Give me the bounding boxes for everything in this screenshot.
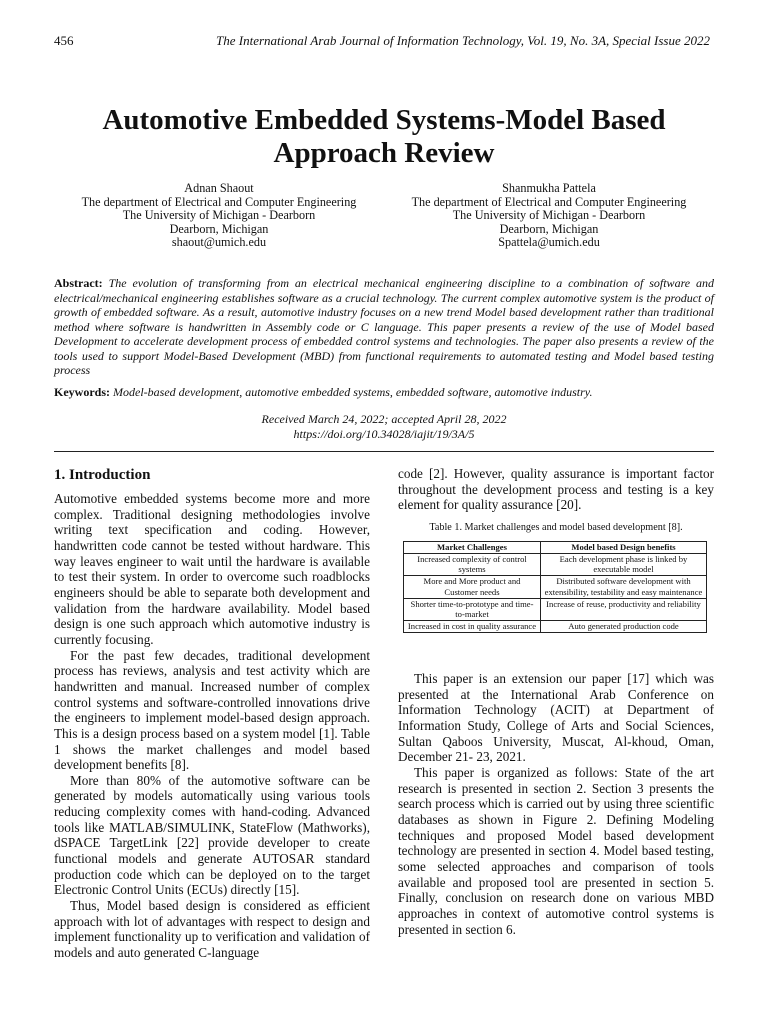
author-email: Spattela@umich.edu [498,235,600,250]
table-header-cell: Model based Design benefits [541,542,707,554]
received-info [0,412,768,441]
table-cell: Increased complexity of control systems [404,553,541,575]
table-cell: Increased in cost in quality assurance [404,620,541,632]
table-cell: Auto generated production code [541,620,707,632]
left-column [54,491,370,961]
keywords-label: Keywords: [54,385,110,399]
paragraph: For the past few decades, traditional development process has reviews, analysis and test activity which are handwritten and manual. Increased number of complex control systems and software-controlled innovations drive the engineers to implement model-based design approach. This is a design process based on a system model [1]. Table 1 shows the market challenges and model based development benefits [8]. [54,647,370,773]
table-row [404,598,707,620]
paragraph: Automotive embedded systems become more and more complex. Traditional designing methodologies involve writing text specification and coding. However, handwritten code cannot be tested without hardware. This way leaves engineer to wait until the hardware is available to test their system. In order to overcome such roadblocks engineers should be able to separate both development and validation from the hardware availability. Model based design is one such approach which automotive industry is currently focusing. [54,491,370,647]
section-heading-introduction: 1. Introduction [54,467,151,483]
table-header-row [404,542,707,554]
paragraph: This paper is an extension our paper [17] which was presented at the International Arab Conference on Information Technology (ACIT) at Department of Information Study, College of Arts and Social Sciences, Sultan Qaboos University, Muscat, Al-khoud, Oman, December 21- 23, 2021. [398,671,714,765]
paper-title [0,104,768,170]
table-row [404,620,707,632]
right-column [398,671,714,937]
right-column-continuation [398,466,714,513]
title-line-1: Automotive Embedded Systems-Model Based [102,104,666,136]
received-dates: Received March 24, 2022; accepted April 28, 2022 [261,412,507,426]
table-cell: Each development phase is linked by executable model [541,553,707,575]
paragraph: Thus, Model based design is considered as efficient approach with lot of advantages with respect to design and implement functionality up to verification and validation of models and auto generated C-language [54,898,370,961]
journal-header: The International Arab Journal of Information Technology, Vol. 19, No. 3A, Special Issue 2022 [216,33,710,48]
author-name: Adnan Shaout [184,181,254,195]
table-cell: More and More product and Customer needs [404,576,541,598]
table-header-cell: Market Challenges [404,542,541,554]
author-name: Shanmukha Pattela [502,181,596,195]
page-number: 456 [54,33,74,48]
table-cell: Shorter time-to-prototype and time-to-market [404,598,541,620]
author-university: The University of Michigan - Dearborn [452,208,646,223]
author-email: shaout@umich.edu [171,235,267,250]
author-department: The department of Electrical and Computer Engineering [81,194,357,209]
table-caption: Table 1. Market challenges and model based development [8]. [429,522,683,533]
paragraph: code [2]. However, quality assurance is important factor throughout the development process and testing is a key element for quality assurance [20]. [398,466,714,513]
author-block-1 [54,182,384,250]
doi-link[interactable]: https://doi.org/10.34028/iajit/19/3A/5 [293,426,475,441]
table-row [404,553,707,575]
abstract [54,276,714,378]
table-cell: Distributed software development with extensibility, testability and easy maintenance [541,576,707,598]
keywords-text: Model-based development, automotive embedded systems, embedded software, automotive industry. [113,385,593,399]
keywords [54,385,714,400]
table-cell: Increase of reuse, productivity and reliability [541,598,707,620]
market-challenges-table [403,541,707,633]
abstract-text: The evolution of transforming from an electrical mechanical engineering discipline to a combination of software and electrical/mechanical engineering establishes software as a crucial technology. The current complex automotive system is the product of growth of embedded software. As a result, automotive industry focuses on a new trend Model based development rather than traditional method where software is handwritten in Assembly code or C language. This paper presents a review of the use of Model based Development to accelerate development process of embedded control systems and technologies. The paper also presents a review of the tools used to support Model-Based Development (MBD) from functional requirements to automated testing and Model based testing process [54,276,715,377]
author-block-2 [384,182,714,250]
author-university: The University of Michigan - Dearborn [122,208,316,223]
author-location: Dearborn, Michigan [499,221,599,236]
paragraph: More than 80% of the automotive software can be generated by models automatically using various tools reducing complexity comes with hand-coding. Advanced tools like MATLAB/SIMULINK, StateFlow (Mathworks), dSPACE TargetLink [22] provide developer to create functional models and generate AUTOSAR standard production code which can be deployed on to the target Electronic Control Units (ECUs) directly [15]. [54,772,370,898]
table-row [404,576,707,598]
paragraph: This paper is organized as follows: State of the art research is presented in section 2. Section 3 presents the search process which is carried out by using three scientific databases as shown in Figure 2. Defining Modeling techniques and proposed Model based development technology are presented in section 4. Model based testing, some selected approaches and comparison of tools available and proposed tool are presented in section 5. Finally, conclusion on research done on various MBD approaches in context of automotive control systems is presented in section 6. [398,764,714,937]
title-line-2: Approach Review [273,137,495,169]
header-divider [54,451,714,452]
abstract-label: Abstract: [54,276,103,290]
author-location: Dearborn, Michigan [169,221,269,236]
author-department: The department of Electrical and Computer Engineering [411,194,687,209]
